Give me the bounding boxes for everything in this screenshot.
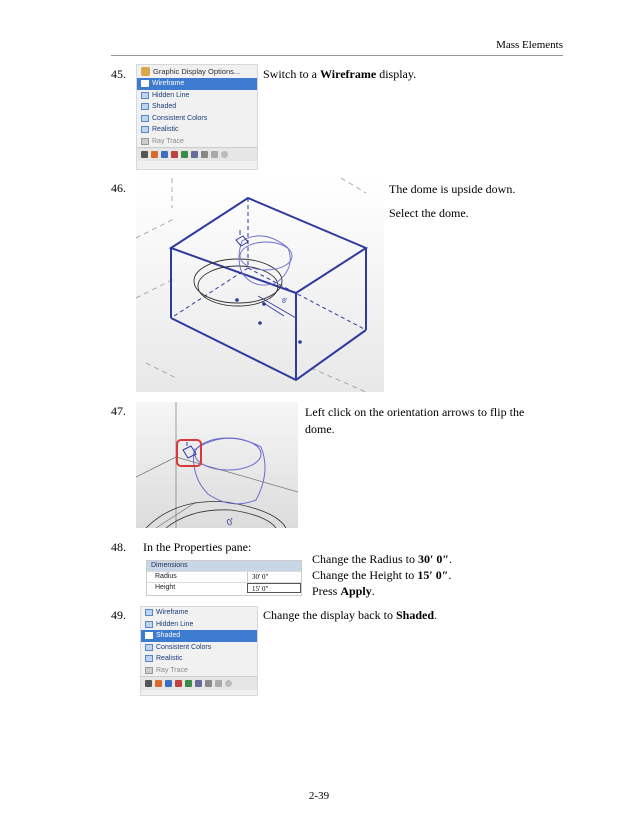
step-49-number: 49. (111, 608, 126, 622)
detail-level-icon[interactable] (151, 151, 158, 158)
menu-item-ray-trace: Ray Trace (137, 136, 257, 148)
visual-style-icon[interactable] (161, 151, 168, 158)
sun-path-icon[interactable] (175, 680, 182, 687)
menu-title: Graphic Display Options... (153, 67, 241, 76)
menu-item-hidden-line[interactable]: Hidden Line (141, 619, 257, 631)
hidden-line-icon (141, 92, 149, 99)
sun-path-icon[interactable] (171, 151, 178, 158)
step-46-line1: The dome is upside down. (389, 182, 516, 196)
orientation-arrows-view (136, 402, 298, 528)
page-number: 2-39 (308, 790, 330, 802)
menu-item-consistent-colors[interactable]: Consistent Colors (141, 642, 257, 654)
step-49-text: Change the display back to Shaded. (263, 608, 437, 622)
step-45-text: Switch to a Wireframe display. (263, 67, 417, 81)
ray-trace-icon (145, 667, 153, 674)
wireframe-icon (145, 609, 153, 616)
height-label: Height (155, 584, 176, 591)
step-46-number: 46. (111, 181, 126, 195)
partial-dimension: 0′ (225, 516, 235, 528)
visual-style-icon[interactable] (165, 680, 172, 687)
property-row-radius (147, 571, 301, 582)
step-48-height: Change the Height to 15′ 0″. (312, 568, 452, 582)
temporary-hide-icon[interactable] (215, 680, 222, 687)
realistic-icon (141, 126, 149, 133)
view-control-bar (137, 147, 257, 161)
scale-icon[interactable] (141, 151, 148, 158)
ray-trace-icon (141, 138, 149, 145)
temporary-hide-icon[interactable] (211, 151, 218, 158)
running-header: Mass Elements (496, 39, 563, 51)
header-rule (111, 55, 563, 56)
wireframe-mass-view (136, 178, 384, 392)
step-48-apply: Press Apply. (312, 584, 375, 598)
menu-item-realistic[interactable]: Realistic (137, 124, 257, 136)
step-48-number: 48. (111, 540, 126, 554)
shaded-icon (141, 103, 149, 110)
step-48-intro: In the Properties pane: (143, 540, 252, 554)
menu-item-hidden-line[interactable]: Hidden Line (137, 90, 257, 102)
display-options-icon (141, 67, 150, 76)
realistic-icon (145, 655, 153, 662)
menu-item-wireframe[interactable]: Wireframe (137, 78, 257, 90)
crop-icon[interactable] (191, 151, 198, 158)
step-47-line2: dome. (305, 422, 335, 436)
consistent-colors-icon (145, 644, 153, 651)
height-field[interactable]: 15' 0" (247, 583, 301, 593)
radius-label: Radius (155, 573, 177, 580)
properties-pane (146, 560, 302, 596)
detail-level-icon[interactable] (155, 680, 162, 687)
radius-field[interactable]: 30' 0" (247, 572, 301, 582)
menu-item-consistent-colors[interactable]: Consistent Colors (137, 113, 257, 125)
properties-section-header: Dimensions (147, 561, 301, 571)
wireframe-icon (141, 80, 149, 87)
show-crop-icon[interactable] (205, 680, 212, 687)
menu-item-realistic[interactable]: Realistic (141, 653, 257, 665)
view-control-bar (141, 676, 257, 690)
consistent-colors-icon (141, 115, 149, 122)
crop-icon[interactable] (195, 680, 202, 687)
hidden-line-icon (145, 621, 153, 628)
dim-label: 8' (282, 298, 288, 305)
display-options-menu (136, 64, 258, 170)
property-row-height (147, 582, 301, 593)
shadows-icon[interactable] (185, 680, 192, 687)
reveal-hidden-icon[interactable] (221, 151, 228, 158)
scale-icon[interactable] (145, 680, 152, 687)
step-47-number: 47. (111, 404, 126, 418)
shadows-icon[interactable] (181, 151, 188, 158)
menu-item-wireframe[interactable]: Wireframe (141, 607, 257, 619)
step-46-line2: Select the dome. (389, 206, 469, 220)
menu-item-shaded[interactable]: Shaded (141, 630, 257, 642)
step-47-line1: Left click on the orientation arrows to flip the (305, 405, 525, 419)
step-45-number: 45. (111, 67, 126, 81)
display-options-menu-2 (140, 606, 258, 696)
show-crop-icon[interactable] (201, 151, 208, 158)
menu-item-shaded[interactable]: Shaded (137, 101, 257, 113)
shaded-icon (145, 632, 153, 639)
menu-item-ray-trace: Ray Trace (141, 665, 257, 677)
reveal-hidden-icon[interactable] (225, 680, 232, 687)
graphic-display-options-item[interactable] (137, 65, 257, 78)
step-48-radius: Change the Radius to 30′ 0″. (312, 552, 452, 566)
